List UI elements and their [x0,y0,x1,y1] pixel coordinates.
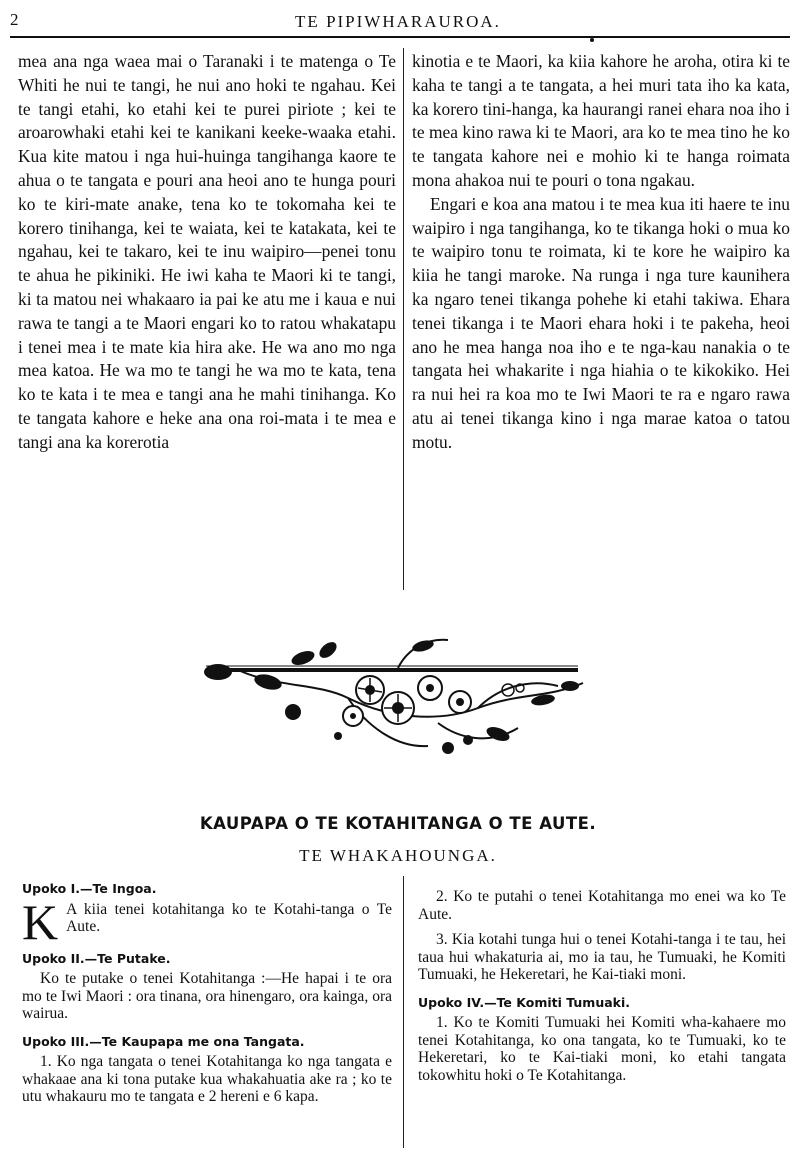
running-title: TE PIPIWHARAUROA. [295,12,501,31]
upoko-3-item-1: 1. Ko nga tangata o tenei Kotahitanga ko nga tangata e whakaae ana ki tona putake kua whakahuatia ake ra ; ko te utu whakauru mo te tangata e 2 hereni e 6 kapa. [22,1053,392,1105]
article-heading-upoko-1: Upoko I.—Te Ingoa. [22,881,157,896]
drop-cap: K [22,893,59,950]
article-paragraph: kinotia e te Maori, ka kiia kahore he aroha, otira ki te kaha te tangi a te tangata, a hei muri tata iho ka kata, ka korero tini-hanga, ka haurangi ranei ehara noa iho i te mea kino rawa ki te Maori, ara ko te mea tino he ko te tangata kahore nei e mohio ki te hanga roimata mona ahakoa nui te pouri o tona ngakau. [412,51,790,190]
constitution-subheading: TE WHAKAHOUNGA. [299,846,497,865]
upoko-1-body [22,893,392,950]
constitution-left-column [22,878,392,1106]
floral-vine-ornament [198,628,588,763]
upoko-2-text: Ko te putake o tenei Kotahitanga :—He hapai i te ora mo te Iwi Maori : ora tinana, ora hinengaro, ora kainga, ora wairua. [22,970,392,1022]
upoko-1-text: A kiia tenei kotahitanga ko te Kotahi-tanga o Te Aute. [66,900,392,935]
article-paragraph: mea ana nga waea mai o Taranaki i te matenga o Te Whiti he nui te tangi, he nui ano hoki te ngahau. Kei te tangi etahi, ko etahi kei te purei piriote ; kei te aroarowhaki etahi kei te kanikani keeke-waaka etahi. Kua kite matou i nga hui-huinga tangihanga kaore te ahua o te tangata e pouri ana heoi ano te hunga pouri ko te kiri-mate anake, tena ko te tokomaha kei te korero tinihanga, kei te waiata, kei te katakata, kei te ngahau, kei te takaro, kei te inu waipiro—penei tonu te ahua he pikiniki. He iwi kaha te Maori ki te tangi, ki ta matou nei whakaaro ia pai ke atu me i kaua e nui rawa te tangi a te Maori engari ko to ratou whakatapu i tenei mea i te mate kia hira ake. He wa ano mo nga mea katoa. He wa mo te tangi he wa mo te kata, tena ko te kata i te mea e tangi ana he mahi tinihanga. Ko te tangata kahore e heke ana ona roi-mata i te mea e tangi ana ka korerotia [18,51,396,452]
article-paragraph: Engari e koa ana matou i te mea kua iti haere te inu waipiro i nga tangihanga, ko te tikanga hoki o mua ko te waipiro tonu te roimata, ki te kore he waipiro ka kiia he tangi maroke. Na runga i nga ture kaunihera ka ngaro tenei tikanga pohehe ki etahi takiwa. Ehara tenei tikanga i te Maori ehara hoki i te pakeha, heoi ano he mea hanga noa iho e te nga-kau nanakia o te tangata hei whakarite i nga hiahia o te kikokiko. Hei ra nui hei ra koa mo te Iwi Maori te ra e ngaro rawa atu ai tenei tikanga kino i nga marae katoa o tatou motu. [412,193,790,452]
page-number: 2 [10,10,19,29]
article-heading-upoko-2: Upoko II.—Te Putake. [22,950,171,966]
column-divider [403,876,404,1148]
constitution-heading: KAUPAPA O TE KOTAHITANGA O TE AUTE. [199,814,597,833]
header-rule [10,36,790,38]
article-heading-upoko-3: Upoko III.—Te Kaupapa me ona Tangata. [22,1033,305,1049]
article-left-column [18,50,396,455]
constitution-right-column [418,878,786,1084]
article-right-column [412,50,790,455]
column-divider [403,48,404,590]
upoko-4-item-1: 1. Ko te Komiti Tumuaki hei Komiti wha-kahaere mo tenei Kotahitanga, ko ona tangata, ko te Tumuaki, ko te Hekeretari, ko te Kai-tiaki moni, ko etahi tangata tokowhitu hoki o Te Kotahitanga. [418,1014,786,1084]
article-heading-upoko-4: Upoko IV.—Te Komiti Tumuaki. [418,994,630,1010]
upoko-3-item-2: 2. Ko te putahi o tenei Kotahitanga mo enei wa ko Te Aute. [418,888,786,923]
upoko-3-item-3: 3. Kia kotahi tunga hui o tenei Kotahi-tanga i te tau, hei taua hui whakaturia ai, mo ia tau, he Tumuaki, he Komiti Tumuaki, he Hekeretari, he Kai-tiaki moni. [418,931,786,983]
